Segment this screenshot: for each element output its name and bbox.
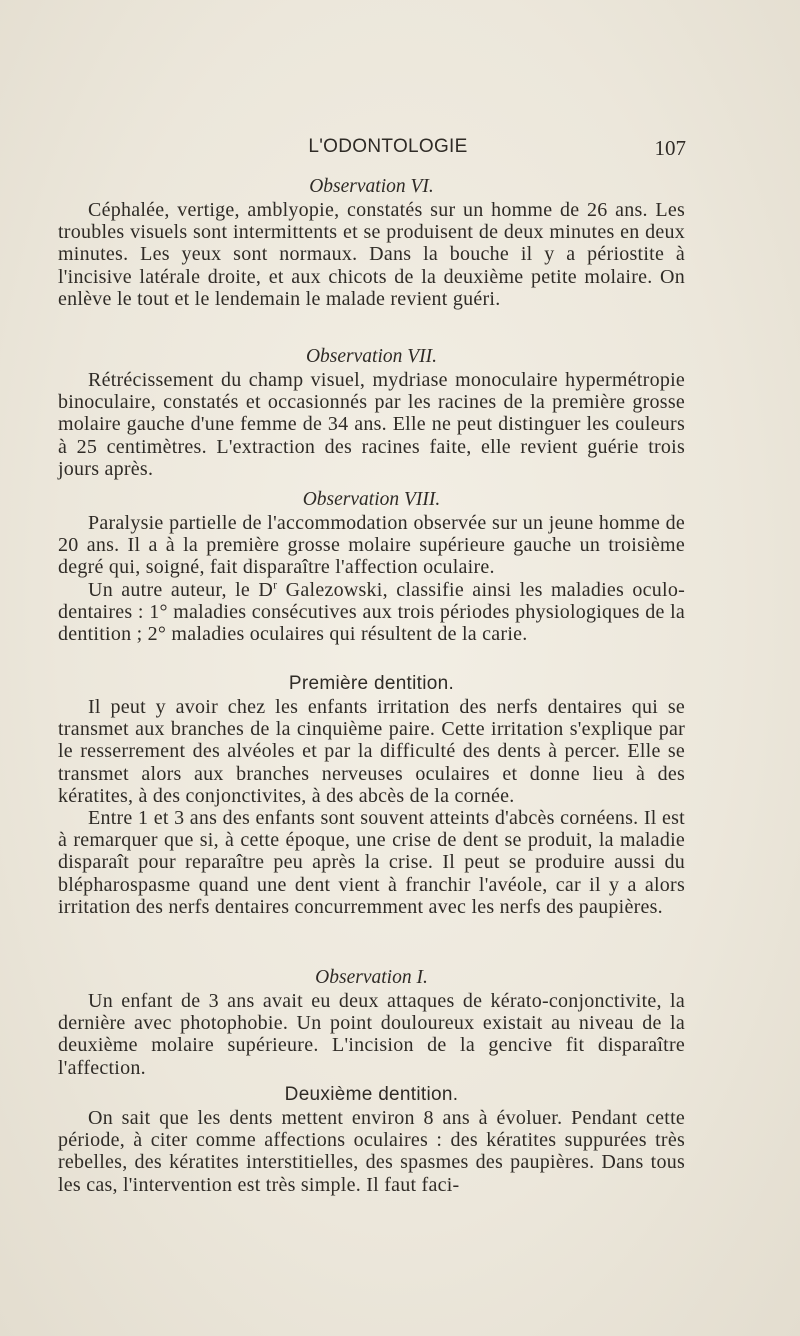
observation-i — [58, 966, 685, 1079]
galezowski-paragraph — [58, 576, 686, 646]
observation-i-paragraph: Un enfant de 3 ans avait eu deux attaques de kérato-conjonctivite, la dernière avec photophobie. Un point douloureux existait au niveau de la deuxième molaire supérieure. L'incision de la gencive fit disparaître l'affection. — [58, 990, 685, 1079]
observation-vi-paragraph: Céphalée, vertige, amblyopie, constatés sur un homme de 26 ans. Les troubles visuels sont intermittents et se produisent de deux minutes en deux minutes. Les yeux sont normaux. Dans la bouche il y a périostite à l'incisive latérale droite, et aux chicots de la deuxième petite molaire. On enlève le tout et le lendemain le malade revient guéri. — [58, 199, 685, 310]
deuxieme-dentition — [58, 1083, 685, 1196]
premiere-dentition-heading: Première dentition. — [288, 673, 455, 694]
premiere-dentition-paragraph-2: Entre 1 et 3 ans des enfants sont souvent atteints d'abcès cornéens. Il est à remarquer que si, à cette époque, une crise de dent se produit, la maladie disparaît pour reparaître peu après la crise. Il peut se produire aussi du blépharospasme quand une dent vient à franchir l'avéole, car il y a alors irritation des nerfs dentaires concurremment avec les nerfs des paupières. — [58, 807, 685, 918]
galezowski-text-before: Un autre auteur, le D — [88, 578, 274, 601]
observation-vii — [58, 345, 685, 480]
observation-i-heading: Observation I. — [315, 967, 428, 988]
observation-vi-heading: Observation VI. — [309, 176, 434, 197]
observation-vii-heading: Observation VII. — [305, 346, 438, 367]
galezowski-text-after: Galezowski, classifie ainsi les maladies oculo-dentaires : 1° maladies consécutives aux trois périodes physiologiques de la dentition ; 2° maladies oculaires qui résultent de la carie. — [58, 578, 686, 646]
observation-viii — [58, 488, 685, 645]
observation-viii-paragraph: Paralysie partielle de l'accommodation observée sur un jeune homme de 20 ans. Il a à la première grosse molaire supérieure gauche un troisième degré qui, soigné, fait disparaître l'affection oculaire. — [58, 512, 685, 579]
deuxieme-dentition-paragraph: On sait que les dents mettent environ 8 ans à évoluer. Pendant cette période, à citer comme affections oculaires : des kératites suppurées très rebelles, des kératites interstitielles, des spasmes des paupières. Dans tous les cas, l'intervention est très simple. Il faut faci- — [58, 1107, 685, 1196]
running-header — [90, 136, 686, 162]
deuxieme-dentition-heading: Deuxième dentition. — [284, 1084, 459, 1105]
premiere-dentition — [58, 672, 685, 918]
premiere-dentition-paragraph-1: Il peut y avoir chez les enfants irritation des nerfs dentaires qui se transmet aux branches de la cinquième paire. Cette irritation s'explique par le resserrement des alvéoles et par la difficulté des dents à percer. Elle se transmet alors aux branches nerveuses oculaires et donne lieu à des kératites, à des conjonctivites, à des abcès de la cornée. — [58, 696, 685, 807]
observation-vi — [58, 175, 685, 310]
observation-viii-heading: Observation VIII. — [302, 489, 441, 510]
journal-title: L'ODONTOLOGIE — [308, 136, 468, 157]
doctor-superscript: r — [273, 576, 278, 591]
page-number: 107 — [654, 136, 686, 160]
observation-vii-paragraph: Rétrécissement du champ visuel, mydriase monoculaire hypermétropie binoculaire, constatés et occasionnés par les racines de la première grosse molaire gauche d'une femme de 34 ans. Elle ne peut distinguer les couleurs à 25 centimètres. L'extraction des racines faite, elle revient guérie trois jours après. — [58, 369, 685, 480]
